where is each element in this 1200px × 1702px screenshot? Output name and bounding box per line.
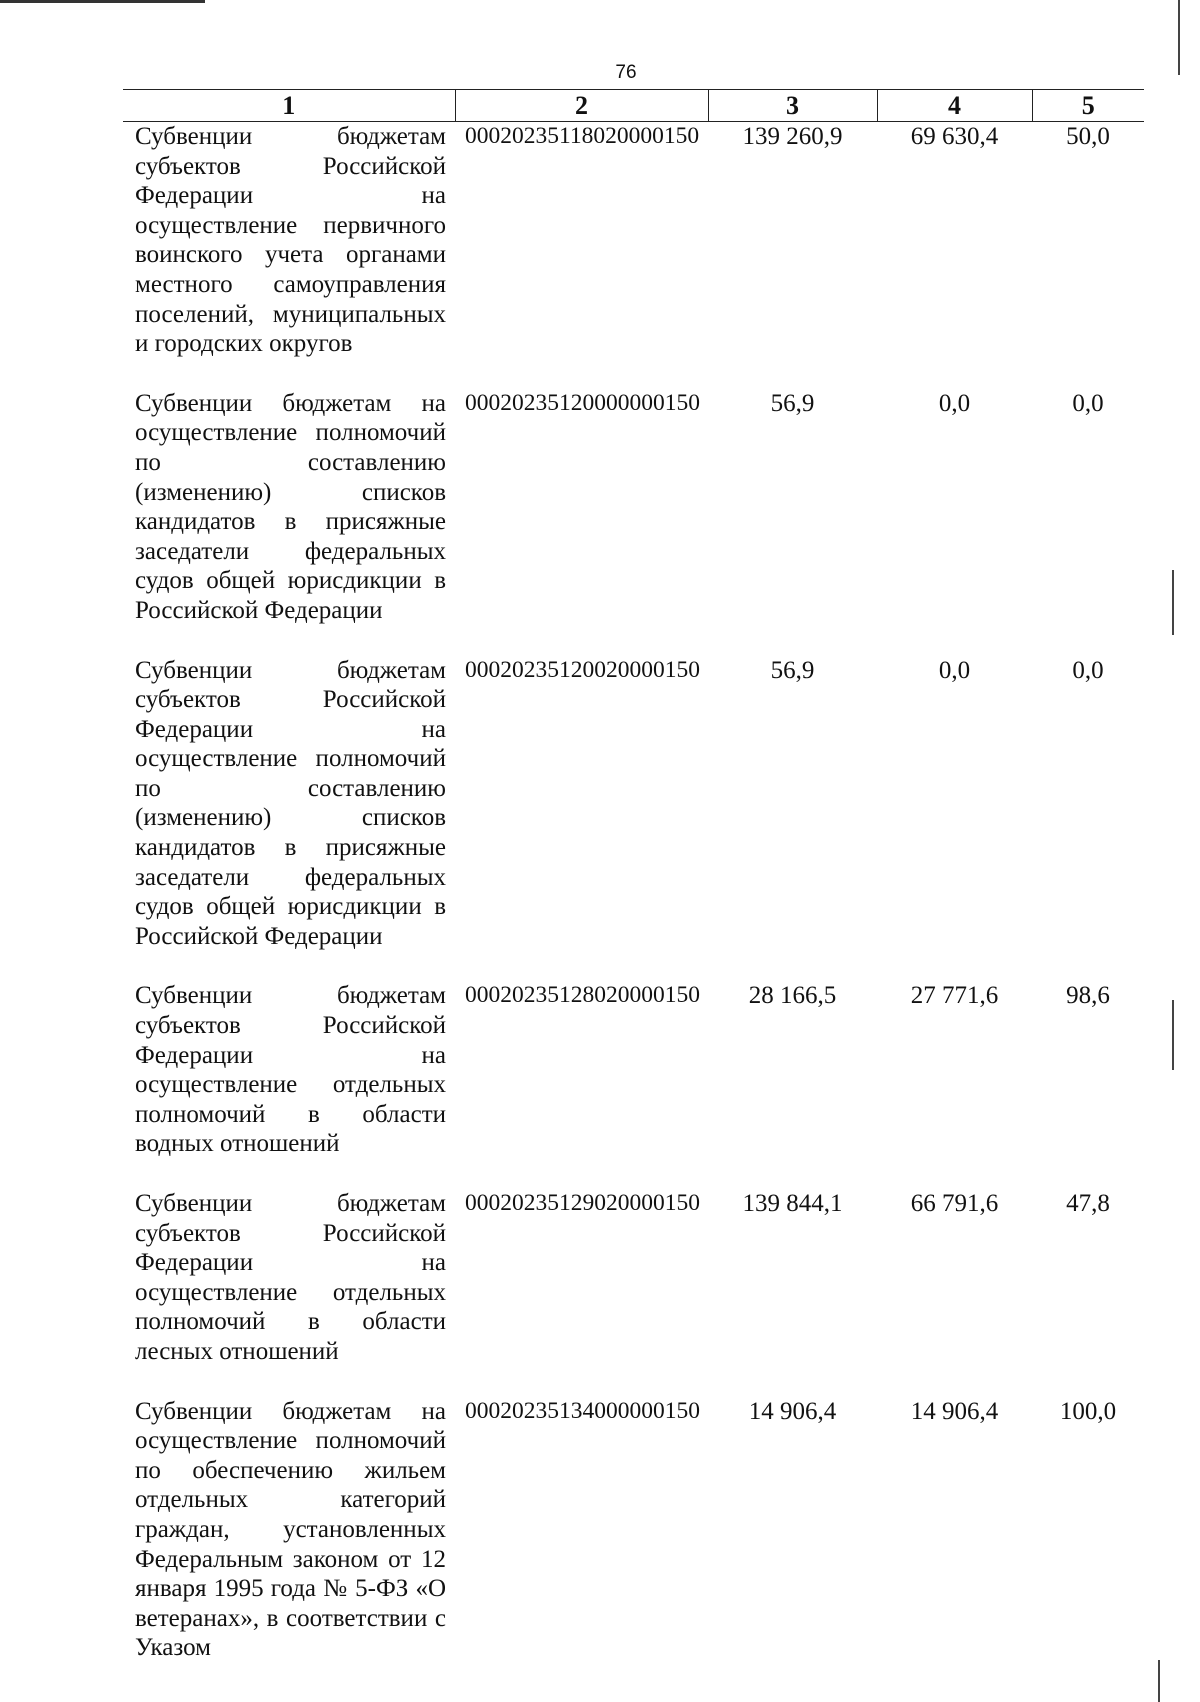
table-row [123,981,1144,1189]
table-row [123,1189,1144,1397]
budget-table [123,89,1144,1693]
table-body [123,122,1144,1693]
row-name: Субвенции бюджетам субъектов Российской Федерации на осуществление первичного воинского учета органами местного самоуправления поселений, муниципальных и городских округов [135,123,446,358]
row-code: 00020235120020000150 [465,656,700,683]
row-plan: 139 844,1 [742,1190,843,1217]
row-percent: 47,8 [1066,1190,1110,1217]
row-code: 00020235129020000150 [465,1190,700,1216]
row-plan: 139 260,9 [742,123,843,150]
header-row [123,90,1144,122]
row-percent: 0,0 [1072,389,1104,417]
scan-edge-mark [0,0,205,3]
scan-edge-mark [1158,1660,1160,1702]
row-code: 00020235118020000150 [465,123,700,149]
row-fact: 14 906,4 [910,1397,999,1425]
row-percent: 98,6 [1066,982,1110,1010]
row-fact: 0,0 [938,656,971,684]
column-header: 4 [877,90,1032,122]
row-name: Субвенции бюджетам субъектов Российской Федерации на осуществление полномочий по составлению (изменению) списков кандидатов в присяжные заседатели федеральных судов общей юрисдикции в Российской Федерации [135,656,446,950]
row-code: 00020235134000000150 [465,1397,700,1424]
row-code: 00020235120000000150 [465,389,700,416]
row-code: 00020235128020000150 [465,982,700,1009]
page-number: 76 [615,62,637,83]
table-row [123,656,1144,982]
row-fact: 27 771,6 [910,982,999,1010]
column-header: 2 [455,90,708,122]
scan-edge-mark [1172,1000,1174,1070]
row-name: Субвенции бюджетам субъектов Российской Федерации на осуществление отдельных полномочий в области лесных отношений [135,1190,446,1365]
row-plan: 14 906,4 [748,1397,837,1425]
row-name: Субвенции бюджетам субъектов Российской Федерации на осуществление отдельных полномочий в области водных отношений [135,982,446,1158]
table-header [123,90,1144,122]
row-percent: 100,0 [1059,1397,1117,1425]
row-percent: 50,0 [1066,123,1110,150]
row-fact: 66 791,6 [910,1190,999,1217]
row-plan: 56,9 [770,656,815,684]
row-plan: 56,9 [770,389,815,417]
row-name: Субвенции бюджетам на осуществление полномочий по составлению (изменению) списков кандидатов в присяжные заседатели федеральных судов общей юрисдикции в Российской Федерации [135,389,446,624]
row-name: Субвенции бюджетам на осуществление полномочий по обеспечению жильем отдельных категорий граждан, установленных Федеральным законом от 12 января 1995 года № 5-ФЗ «О ветеранах», в соответствии с Указом [135,1397,446,1662]
table-row [123,122,1144,389]
table-row [123,1397,1144,1693]
row-fact: 69 630,4 [910,123,999,150]
column-header: 5 [1032,90,1144,122]
table-row [123,389,1144,656]
column-header: 1 [123,90,455,122]
column-header: 3 [708,90,877,122]
row-plan: 28 166,5 [748,982,837,1010]
row-percent: 0,0 [1072,656,1104,684]
scan-edge-mark [1172,570,1174,635]
row-fact: 0,0 [938,389,971,417]
